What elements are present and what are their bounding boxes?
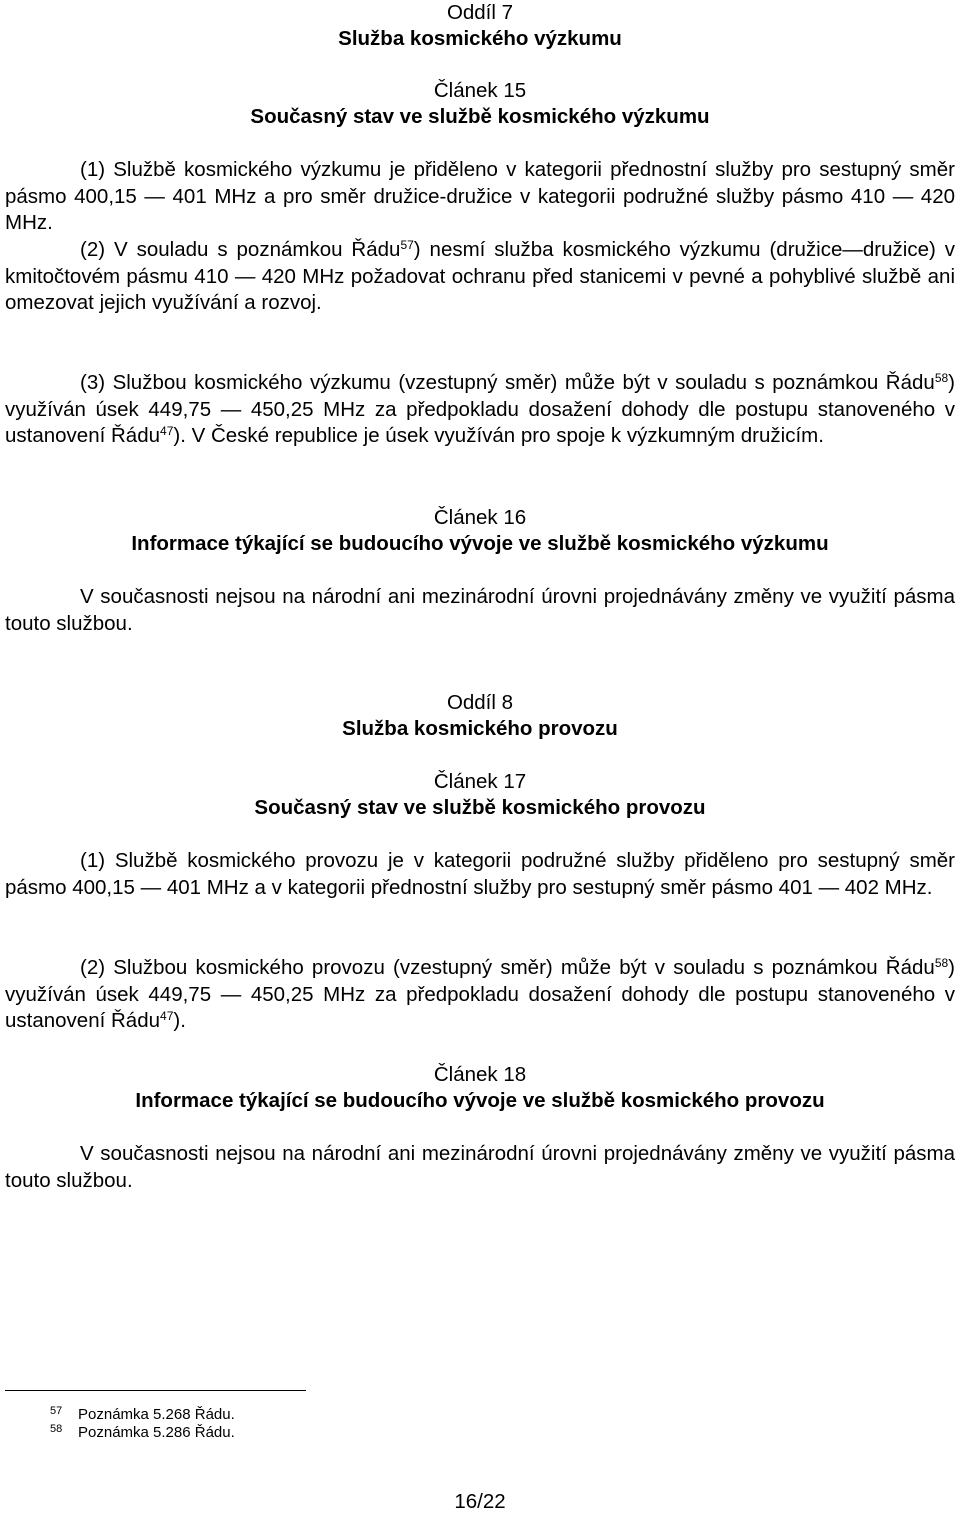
article-15-heading: Článek 15: [433, 79, 527, 102]
article-17-title: Současný stav ve službě kosmického provozu: [254, 796, 706, 819]
article-18-heading: Článek 18: [433, 1063, 527, 1086]
section-8-title: Služba kosmického provozu: [342, 717, 618, 740]
article-18-title: Informace týkající se budoucího vývoje ve službě kosmického provozu: [135, 1089, 825, 1112]
paragraph-text: ) využíván úsek 449,75 — 450,25 MHz za předpokladu dosažení dohody dle postupu stanoveného v ustanovení Řádu: [5, 956, 955, 1032]
paragraph-text: ) využíván úsek 449,75 — 450,25 MHz za předpokladu dosažení dohody dle postupu stanoveného v ustanovení Řádu: [5, 371, 955, 447]
page-number: 16/22: [454, 1490, 506, 1513]
footnote-text: Poznámka 5.268 Řádu.: [78, 1406, 235, 1423]
article-16-paragraph-1: V současnosti nejsou na národní ani mezinárodní úrovni projednávány změny ve využití pásma touto službou.: [5, 585, 955, 635]
paragraph-text: (3) Službou kosmického výzkumu (vzestupný směr) může být v souladu s poznámkou Řádu: [80, 371, 935, 394]
footnote-divider: [5, 1390, 306, 1391]
article-15-title: Současný stav ve službě kosmického výzkumu: [250, 105, 710, 128]
article-16-title: Informace týkající se budoucího vývoje ve službě kosmického výzkumu: [131, 532, 829, 555]
paragraph-text: ).: [173, 1009, 186, 1032]
paragraph-text: (2) V souladu s poznámkou Řádu: [80, 238, 401, 261]
paragraph-text: ). V České republice je úsek využíván pro spoje k výzkumným družicím.: [173, 424, 824, 447]
paragraph-text: (2) Službou kosmického provozu (vzestupný směr) může být v souladu s poznámkou Řádu: [80, 956, 935, 979]
footnote-reference[interactable]: 57: [400, 238, 414, 252]
section-7-heading: Oddíl 7: [446, 1, 514, 24]
footnote-number: 57: [50, 1405, 63, 1417]
article-15-paragraph-2: [5, 237, 955, 317]
section-8-heading: Oddíl 8: [446, 691, 514, 714]
section-7-title: Služba kosmického výzkumu: [338, 27, 622, 50]
article-18-paragraph-1: V současnosti nejsou na národní ani mezinárodní úrovni projednávány změny ve využití pásma touto službou.: [5, 1142, 955, 1192]
article-16-heading: Článek 16: [433, 506, 527, 529]
article-17-paragraph-2: [5, 955, 955, 1035]
footnote-58: [0, 1424, 400, 1444]
article-15-paragraph-3: [5, 370, 955, 450]
footnote-number: 58: [50, 1423, 63, 1435]
paragraph-text: ) nesmí služba kosmického výzkumu (družice—družice) v kmitočtovém pásmu 410 — 420 MHz požadovat ochranu před stanicemi v pevné a pohyblivé službě ani omezovat jejich využívání a rozvoj.: [5, 238, 955, 314]
footnote-reference[interactable]: 58: [934, 956, 949, 970]
footnote-reference[interactable]: 47: [160, 1009, 174, 1023]
footnote-reference[interactable]: 58: [934, 371, 949, 385]
article-17-paragraph-1: (1) Službě kosmického provozu je v kategorii podružné služby přiděleno pro sestupný směr pásmo 400,15 — 401 MHz a v kategorii přednostní služby pro sestupný směr pásmo 401 — 402 MHz.: [5, 849, 955, 899]
footnote-reference[interactable]: 47: [160, 424, 174, 438]
article-15-paragraph-1: (1) Službě kosmického výzkumu je přiděleno v kategorii přednostní služby pro sestupný směr pásmo 400,15 — 401 MHz a pro směr družice-družice v kategorii podružné služby pásmo 410 — 420 MHz.: [5, 158, 955, 234]
article-17-heading: Článek 17: [433, 770, 527, 793]
footnote-text: Poznámka 5.286 Řádu.: [78, 1424, 235, 1441]
